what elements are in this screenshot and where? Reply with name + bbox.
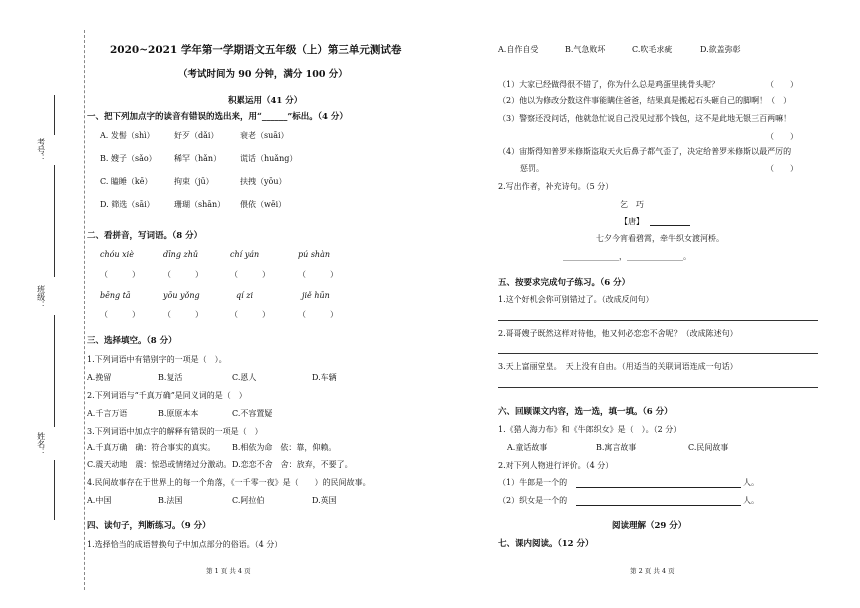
poem-line: 七夕今宵看碧霄，牵牛织女渡河桥。 — [596, 234, 724, 243]
q1-option: 衰老（suāi） — [240, 131, 289, 140]
q1-option: D. 筛选（sāi） — [100, 200, 155, 209]
q6-heading: 六、回顾课文内容，选一选，填一填。（6 分） — [498, 407, 673, 417]
answer-line[interactable] — [498, 320, 818, 321]
q1-heading: 一、把下列加点字的读音有错误的选出来，用“______”标出。（4 分） — [87, 112, 348, 122]
q3-option: A.挽留 — [87, 373, 112, 382]
q4-item: （3）警察还没问话，他就急忙说自己没见过那个钱包，这不是此地无银三百两嘛！ — [498, 114, 792, 123]
exam-subtitle: （考试时间为 90 分钟，满分 100 分） — [178, 69, 348, 80]
exam-number-label: 考号： — [36, 138, 46, 162]
q1-option: 珊瑚（shān） — [174, 200, 226, 209]
q3-option: B.法国 — [158, 496, 183, 505]
answer-paren[interactable]: （ ） — [766, 164, 798, 173]
q1-option: 扶拽（yōu） — [240, 177, 287, 186]
answer-blank[interactable] — [576, 505, 741, 506]
q3-option: A.千真万确 确：符合事实的真实。 — [87, 443, 216, 452]
pinyin: bēng tā — [100, 291, 131, 300]
answer-blank[interactable]: （ ） — [100, 270, 140, 279]
answer-line[interactable] — [498, 387, 818, 388]
q3-option: B.原原本本 — [158, 409, 199, 418]
q3-question: 3.下列词语中加点字的解释有错误的一项是（ ） — [87, 427, 263, 436]
q5-question: 1.这个好机会你可别错过了。（改成反问句） — [498, 295, 654, 304]
q4-item: （2）他以为修改分数这件事能瞒住爸爸，结果真是搬起石头砸自己的脚啊！（ ） — [498, 96, 792, 105]
pinyin: jiě hūn — [302, 291, 330, 300]
q3-option: D.车辆 — [312, 373, 337, 382]
pinyin: chí yán — [230, 250, 260, 259]
poem-blank[interactable]: ______________，______________。 — [563, 252, 691, 261]
answer-paren[interactable]: （ ） — [766, 80, 798, 89]
author-blank[interactable] — [650, 225, 690, 226]
q3-question: 2.下列词语与“千真万确”是同义词的是（ ） — [87, 391, 247, 400]
pinyin: qí zi — [236, 291, 253, 300]
q1-option: 好歹（dǎi） — [174, 131, 219, 140]
q1-option: 稀罕（hǎn） — [174, 154, 222, 163]
page-footer: 第 1 页 共 4 页 — [206, 567, 251, 575]
name-label: 姓名： — [36, 432, 46, 456]
pinyin: chóu xiè — [100, 250, 134, 259]
q4-item: （4）宙斯得知普罗米修斯盗取天火后鼻子都气歪了，决定给普罗米修斯以最严厉的 — [498, 147, 792, 156]
part-heading: 阅读理解（29 分） — [612, 521, 687, 531]
q1-option: 偎依（wēi） — [240, 200, 287, 209]
answer-blank[interactable]: （ ） — [230, 270, 270, 279]
q3-option: C.阿拉伯 — [232, 496, 265, 505]
q4-option: B.气急败坏 — [565, 45, 606, 54]
answer-blank[interactable]: （ ） — [298, 270, 338, 279]
q1-option: C. 瞌睡（kē） — [100, 177, 153, 186]
q4-item: （1）大家已经做得很不错了，你为什么总是鸡蛋里挑骨头呢？ — [498, 80, 720, 89]
q1-option: A. 发髻（shì） — [100, 131, 155, 140]
poem-author: 【唐】 — [620, 217, 644, 226]
q6-option: B.寓言故事 — [596, 443, 637, 452]
q4-option: A.自作自受 — [498, 45, 539, 54]
q7-heading: 七、课内阅读。（12 分） — [498, 539, 594, 549]
q3-question: 4.民间故事存在于世界上的每一个角落，《一千零一夜》是（ ）的民间故事。 — [87, 478, 371, 487]
q6-item: （2）织女是一个的 — [498, 496, 568, 505]
part-heading: 积累运用（41 分） — [228, 96, 303, 106]
answer-blank[interactable] — [576, 487, 741, 488]
q1-option: 谎话（huǎng） — [240, 154, 298, 163]
q4-item: 惩罚。 — [520, 164, 544, 173]
answer-blank[interactable]: （ ） — [230, 310, 270, 319]
q6-item: 人。 — [743, 496, 759, 505]
q4-option: D.欲盖弥彰 — [700, 45, 741, 54]
q4-option: C.吹毛求疵 — [632, 45, 673, 54]
q4-heading: 四、读句子，判断练习。（9 分） — [87, 521, 211, 531]
q6-item: （1）牛郎是一个的 — [498, 478, 568, 487]
q4-2-question: 2.写出作者，补充诗句。（5 分） — [498, 182, 614, 191]
answer-blank[interactable]: （ ） — [100, 310, 140, 319]
q3-option: D.恋恋不舍 舍：放弃，不要了。 — [232, 460, 353, 469]
q3-question: 1.下列词语中有错别字的一项是（ ）。 — [87, 355, 227, 364]
binding-dash — [84, 30, 85, 590]
answer-blank[interactable]: （ ） — [298, 310, 338, 319]
binding-line — [54, 165, 55, 277]
q3-option: A.千言万语 — [87, 409, 128, 418]
poem-title: 乞 巧 — [620, 200, 644, 209]
q6-item: 人。 — [743, 478, 759, 487]
q3-heading: 三、选择填空。（8 分） — [87, 336, 177, 346]
q2-heading: 二、看拼音，写词语。（8 分） — [87, 231, 203, 241]
pinyin: dīng zhǔ — [163, 250, 199, 259]
binding-line — [54, 460, 55, 520]
page-footer: 第 2 页 共 4 页 — [630, 567, 675, 575]
q3-option: A.中国 — [87, 496, 112, 505]
q5-heading: 五、按要求完成句子练习。（6 分） — [498, 278, 631, 288]
pinyin: yōu yǒng — [163, 291, 200, 300]
q3-option: B.复活 — [158, 373, 183, 382]
q6-option: A.童话故事 — [507, 443, 548, 452]
q6-question: 2.对下列人物进行评价。（4 分） — [498, 461, 614, 470]
answer-blank[interactable]: （ ） — [163, 310, 203, 319]
q5-question: 3.天上富丽堂皇。 天上没有自由。（用适当的关联词语连成一句话） — [498, 362, 738, 371]
answer-paren[interactable]: （ ） — [766, 132, 798, 141]
q1-option: B. 嫂子（sǎo） — [100, 154, 157, 163]
exam-title: 2020~2021 学年第一学期语文五年级（上）第三单元测试卷 — [110, 44, 402, 56]
q3-option: C.恩人 — [232, 373, 257, 382]
answer-line[interactable] — [498, 353, 818, 354]
class-label: 班级： — [36, 285, 46, 309]
binding-line — [54, 315, 55, 427]
q3-option: C.震天动地 震：惊恐或情绪过分激动。 — [87, 460, 232, 469]
q3-option: C.不容置疑 — [232, 409, 273, 418]
q6-question: 1.《猎人海力布》和《牛郎织女》是（ ）。（2 分） — [498, 425, 682, 434]
pinyin: pú shàn — [298, 250, 330, 259]
q1-option: 拘束（jū） — [174, 177, 214, 186]
q6-option: C.民间故事 — [688, 443, 729, 452]
q4-question: 1.选择恰当的成语替换句子中加点部分的俗语。（4 分） — [87, 540, 283, 549]
answer-blank[interactable]: （ ） — [163, 270, 203, 279]
q3-option: D.英国 — [312, 496, 337, 505]
q3-option: B.相依为命 依：靠，仰赖。 — [232, 443, 337, 452]
q5-question: 2.哥哥嫂子既然这样对待他，他又何必恋恋不舍呢？（改成陈述句） — [498, 329, 738, 338]
binding-line — [54, 95, 55, 135]
